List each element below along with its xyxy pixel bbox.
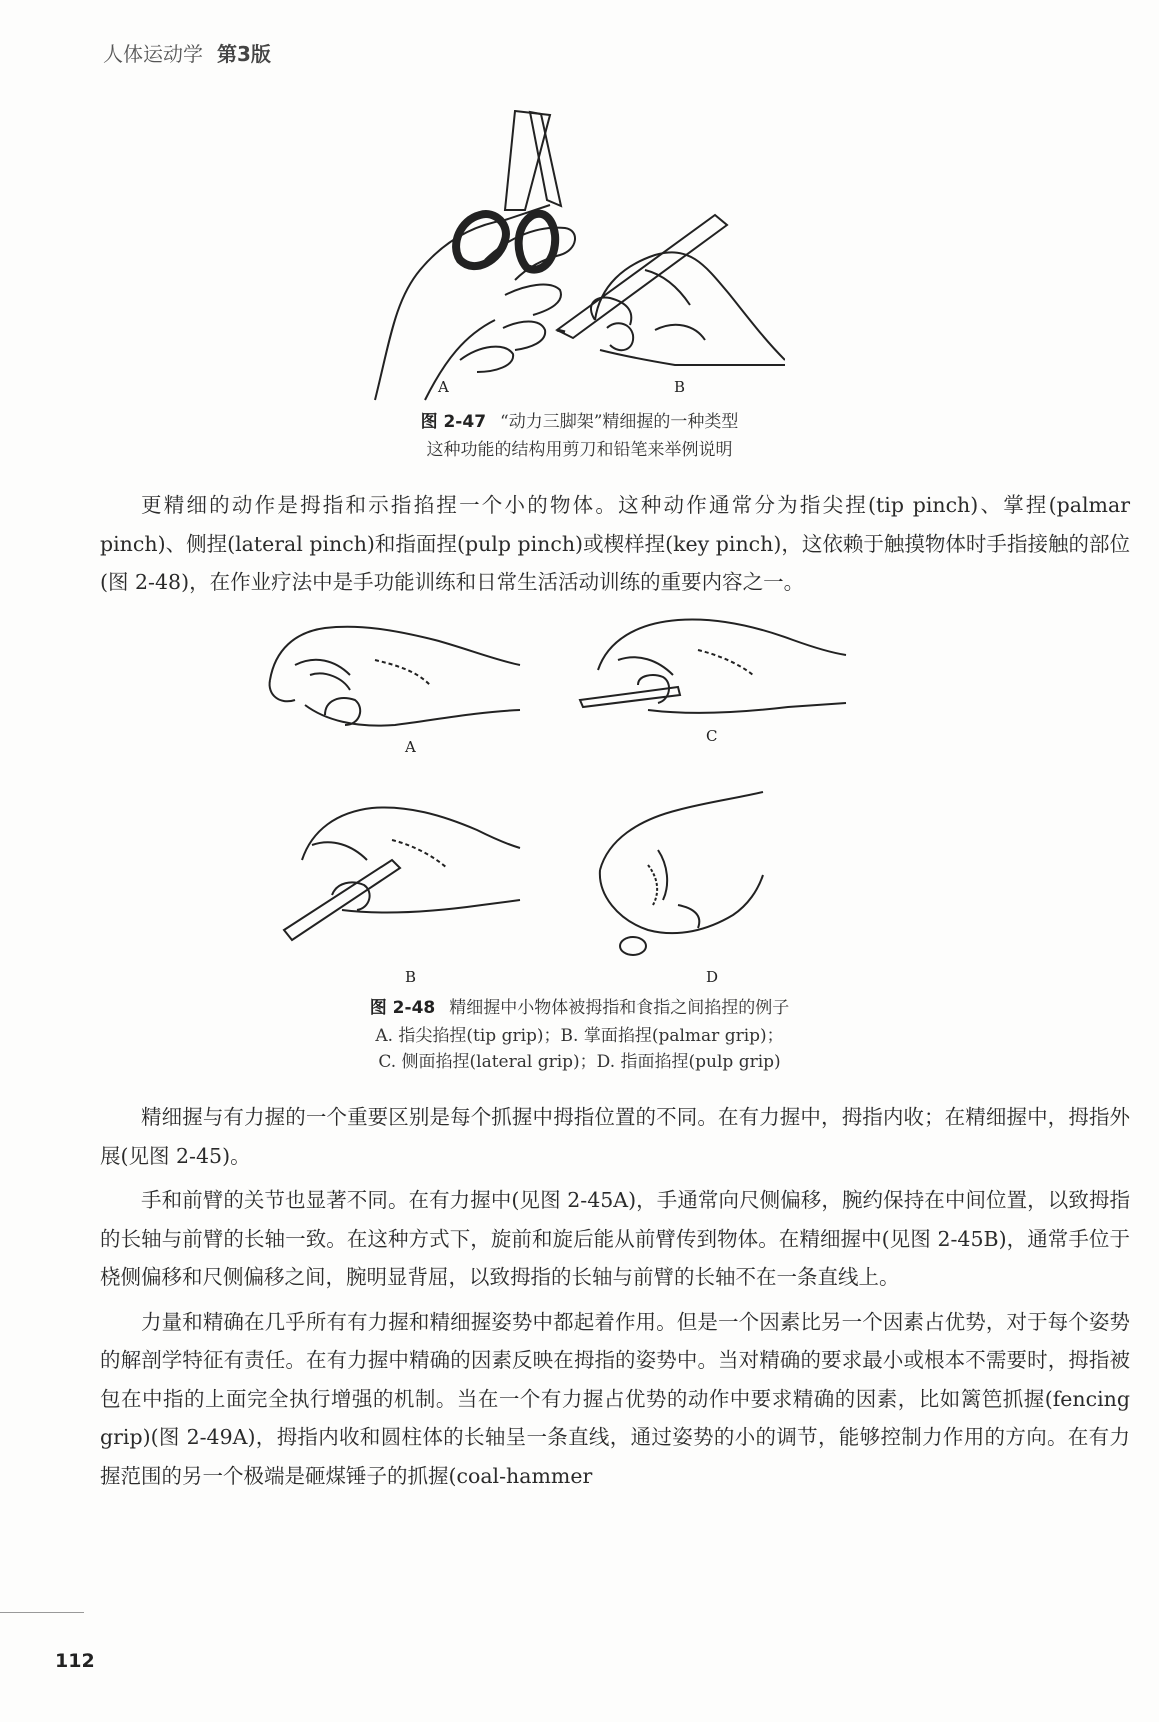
figure-2-48-label-b: B <box>405 968 417 986</box>
figure-2-47-caption <box>0 408 1159 436</box>
paragraph-text: 更精细的动作是拇指和示指掐捏一个小的物体。这种动作通常分为指尖捏(tip pinch)、掌捏(palmar pinch)、侧捏(lateral pinch)和指面捏(pulp pinch)或楔样捏(key pinch)，这依赖于触摸物体时手指接触的部位(图 2-48)，在作业疗法中是手功能训练和日常生活活动训练的重要内容之一。 <box>100 493 1130 594</box>
figure-2-48-caption-line3: C. 侧面掐捏(lateral grip)；D. 指面掐捏(pulp grip) <box>378 1052 781 1072</box>
figure-2-47-caption-line2: 这种功能的结构用剪刀和铅笔来举例说明 <box>426 440 733 460</box>
edition-label: 第3版 <box>217 42 271 66</box>
body-text <box>100 1098 1130 1495</box>
figure-2-47-title: “动力三脚架”精细握的一种类型 <box>500 412 739 432</box>
figure-2-48d-pulp-grip <box>598 790 768 960</box>
paragraph-joint-differences: 手和前臂的关节也显著不同。在有力握中(见图 2-45A)，手通常向尺侧偏移，腕约保持在中间位置，以致拇指的长轴与前臂的长轴一致。在这种方式下，旋前和旋后能从前臂传到物体。在精细握中(见图 2-45B)，通常手位于桡侧偏移和尺侧偏移之间，腕明显背屈，以致拇指的长轴与前臂的长轴不在一条直线上。 <box>100 1188 1130 1289</box>
figure-2-48c-lateral-grip <box>578 615 848 720</box>
figure-2-48-caption-line2: A. 指尖掐捏(tip grip)；B. 掌面掐捏(palmar grip)； <box>375 1026 784 1046</box>
book-title: 人体运动学 <box>103 42 203 66</box>
figure-2-48-number: 图 2-48 <box>369 998 436 1018</box>
figure-2-48-label-a: A <box>405 738 416 756</box>
paragraph-pinch-types <box>100 486 1130 602</box>
figure-2-48-label-d: D <box>706 968 719 986</box>
figure-2-47-label-a: A <box>438 378 449 396</box>
figure-2-48-title: 精细握中小物体被拇指和食指之间掐捏的例子 <box>449 998 790 1018</box>
figure-2-48a-tip-grip <box>265 620 525 735</box>
paragraph-force-precision: 力量和精确在几乎所有有力握和精细握姿势中都起着作用。但是一个因素比另一个因素占优势，对于每个姿势的解剖学特征有责任。在有力握中精确的因素反映在拇指的姿势中。当对精确的要求最小或根本不需要时，拇指被包在中指的上面完全执行增强的机制。当在一个有力握占优势的动作中要求精确的因素，比如篱笆抓握(fencing grip)(图 2-49A)，拇指内收和圆柱体的长轴呈一条直线，通过姿势的小的调节，能够控制力作用的方向。在有力握范围的另一个极端是砸煤锤子的抓握(coal-hammer <box>100 1309 1130 1488</box>
figure-2-47-label-b: B <box>674 378 686 396</box>
figure-2-48-label-c: C <box>706 727 718 745</box>
running-header <box>103 38 271 67</box>
figure-2-47-number: 图 2-47 <box>420 412 487 432</box>
figure-2-47b-pencil-hand <box>555 210 785 370</box>
figure-2-48b-palmar-grip <box>282 800 522 945</box>
page-number: 112 <box>55 1650 95 1672</box>
paragraph-thumb-position: 精细握与有力握的一个重要区别是每个抓握中拇指位置的不同。在有力握中，拇指内收；在精细握中，拇指外展(见图 2-45)。 <box>100 1105 1130 1168</box>
footer-rule <box>0 1612 84 1613</box>
figure-2-48-caption <box>0 994 1159 1022</box>
